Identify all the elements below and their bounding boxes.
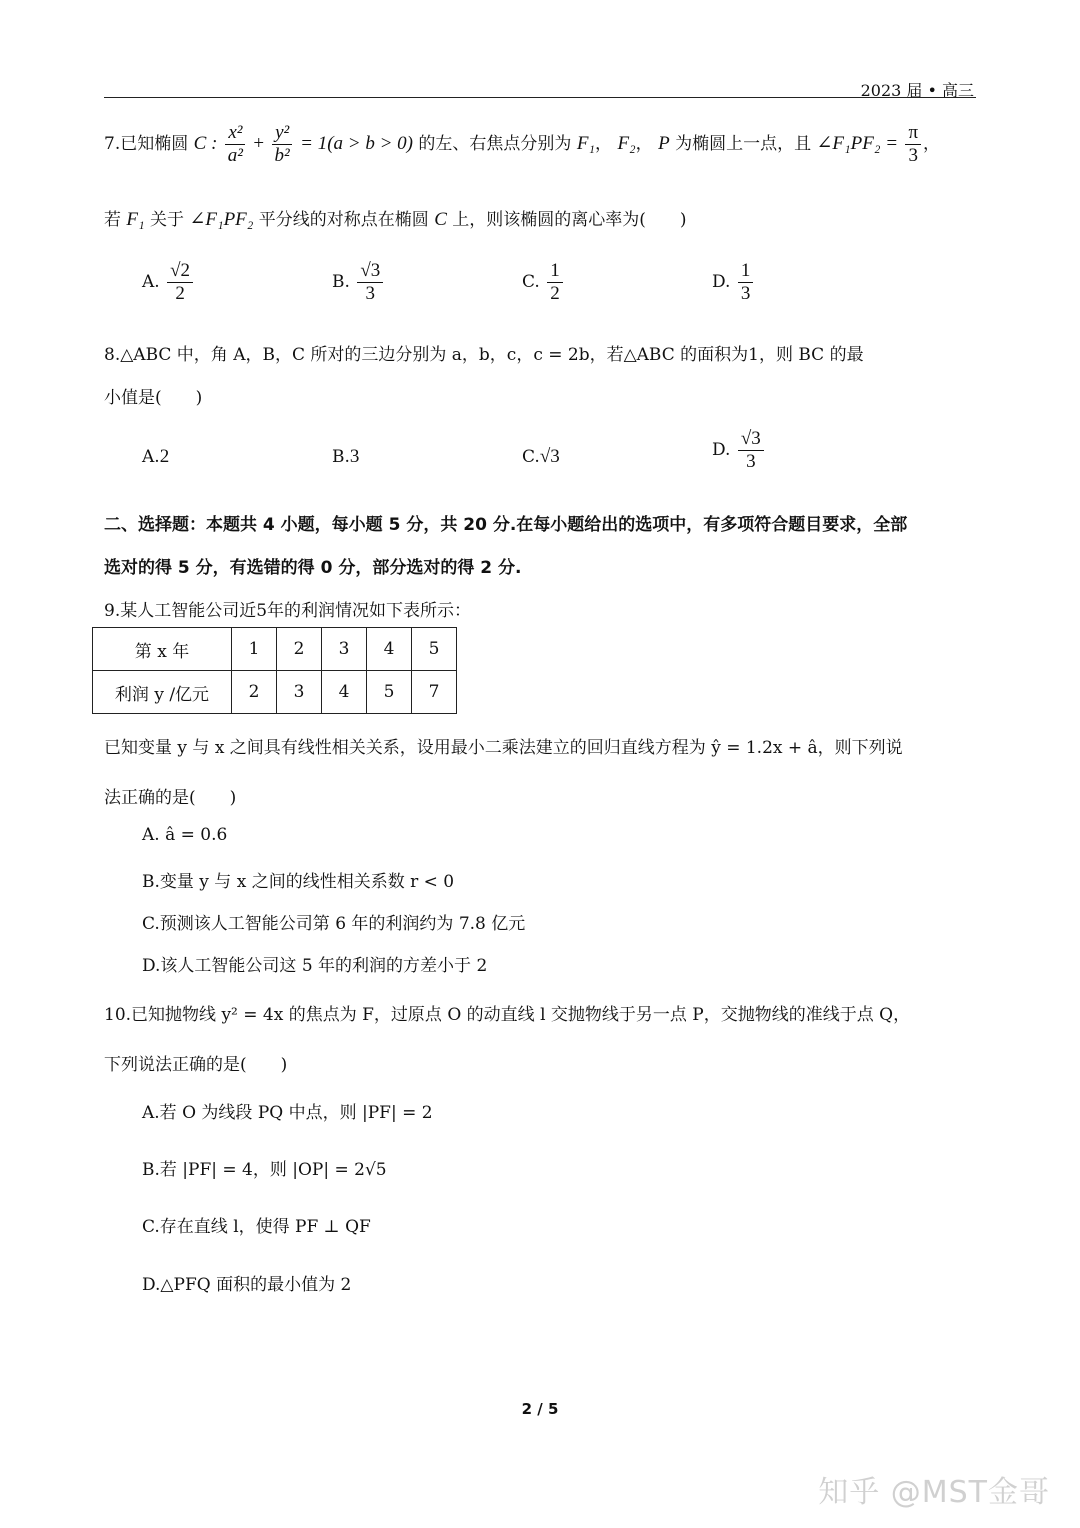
table-cell: 5: [367, 671, 412, 714]
q10-option-b: B.若 |PF| = 4，则 |OP| = 2√5: [142, 1160, 387, 1180]
q7-option-d-den: 3: [740, 283, 751, 304]
q7-option-a-den: 2: [175, 283, 185, 304]
q7-option-d-num: 1: [738, 260, 754, 283]
q7-end: ，: [923, 134, 941, 154]
q7-option-c: [522, 260, 565, 305]
q7-f2: F₂: [617, 133, 636, 154]
q9-line1: 已知变量 y 与 x 之间具有线性相关关系，设用最小二乘法建立的回归直线方程为 ŷ = 1.2x + â，则下列说: [104, 738, 903, 758]
q7-pi-num: π: [905, 122, 921, 145]
q8-option-c-value: √3: [539, 446, 560, 467]
q7-pi-den: 3: [908, 145, 918, 166]
q8-option-a: [142, 446, 169, 468]
q7-l2-C: C: [434, 209, 447, 230]
q7-line2: [104, 205, 687, 231]
q7-prefix: 7.已知椭圆: [104, 134, 189, 154]
header-label: 2023 届 • 高三: [860, 81, 974, 100]
q7-tail: 为椭圆上一点，且: [675, 134, 812, 154]
table-cell: 7: [412, 671, 457, 714]
q8-option-d-num: √3: [738, 428, 764, 451]
profit-table: [92, 627, 457, 714]
q7-sep: ，: [595, 134, 613, 154]
q8-option-d: [712, 428, 766, 473]
table-cell: 3: [322, 628, 367, 671]
table-cell: 1: [232, 628, 277, 671]
q7-option-b-frac: [357, 260, 383, 305]
q7-option-c-den: 2: [550, 283, 560, 304]
q7-frac2: [272, 122, 293, 167]
q9-option-b: B.变量 y 与 x 之间的线性相关系数 r < 0: [142, 872, 455, 892]
section2-line1: 二、选择题：本题共 4 小题，每小题 5 分，共 20 分.在每小题给出的选项中，有多项符合题目要求，全部: [104, 515, 908, 535]
table-cell: 3: [277, 671, 322, 714]
q7-eq-rhs: = 1(a > b > 0): [300, 133, 414, 154]
q8-option-d-label: D.: [712, 440, 731, 460]
section2-line2: 选对的得 5 分，有选错的得 0 分，部分选对的得 2 分.: [104, 558, 522, 578]
q9-intro: 9.某人工智能公司近5年的利润情况如下表所示：: [104, 601, 472, 621]
q8-line1: 8.△ABC 中，角 A，B，C 所对的三边分别为 a，b，c，c = 2b，若△ABC 的面积为1，则 BC 的最: [104, 345, 864, 365]
q7-angle: ∠F₁PF₂ =: [816, 133, 899, 154]
table-cell: 5: [412, 628, 457, 671]
q7-option-d-frac: [738, 260, 754, 305]
q7-l2-f1: F₁: [126, 209, 145, 230]
q8-option-c-label: C.: [522, 447, 540, 467]
q10-option-a: A.若 O 为线段 PQ 中点，则 |PF| = 2: [142, 1103, 433, 1123]
q7-option-a: [142, 260, 195, 305]
q7-line1: [104, 122, 940, 167]
q7-option-c-num: 1: [547, 260, 563, 283]
q10-option-d: D.△PFQ 面积的最小值为 2: [142, 1275, 352, 1295]
table-row: [93, 671, 457, 714]
q7-l2a: 若: [104, 210, 121, 230]
q8-option-a-label: A.: [142, 447, 160, 467]
table-cell: 2: [232, 671, 277, 714]
table-row-head-year: 第 x 年: [93, 628, 232, 671]
q9-option-c: C.预测该人工智能公司第 6 年的利润约为 7.8 亿元: [142, 914, 526, 934]
q8-option-b: [332, 446, 359, 468]
table-row: [93, 628, 457, 671]
q8-option-d-frac: [738, 428, 764, 473]
q7-option-c-label: C.: [522, 272, 540, 292]
q8-option-b-label: B.: [332, 447, 350, 467]
watermark: 知乎 @MST金哥: [818, 1475, 1050, 1510]
q7-eq-lhs: C :: [193, 133, 218, 154]
q8-line2: 小值是( ): [104, 388, 203, 408]
table-row-head-profit: 利润 y /亿元: [93, 671, 232, 714]
q10-option-c: C.存在直线 l，使得 PF ⊥ QF: [142, 1217, 371, 1237]
q7-option-d: [712, 260, 755, 305]
q7-l2d: 上，则该椭圆的离心率为( ): [452, 210, 687, 230]
table-cell: 4: [367, 628, 412, 671]
q7-p: P: [658, 133, 670, 154]
q7-option-a-label: A.: [142, 272, 160, 292]
q9-line2: 法正确的是( ): [104, 788, 237, 808]
q7-option-b-num: √3: [357, 260, 383, 283]
q7-mid: 的左、右焦点分别为: [418, 134, 572, 154]
q7-frac2-num: y²: [272, 122, 292, 145]
q7-l2b: 关于: [150, 210, 185, 230]
q10-line2: 下列说法正确的是( ): [104, 1055, 288, 1075]
q7-l2c: 平分线的对称点在椭圆: [258, 210, 429, 230]
q7-sep2: ，: [635, 134, 653, 154]
q10-line1: 10.已知抛物线 y² = 4x 的焦点为 F，过原点 O 的动直线 l 交抛物线于另一点 P，交抛物线的准线于点 Q，: [104, 1005, 911, 1025]
q7-plus: +: [253, 133, 265, 154]
q7-frac2-den: b²: [274, 145, 290, 166]
q7-frac1-den: a²: [227, 145, 243, 166]
q7-option-a-num: √2: [167, 260, 193, 283]
q7-option-b-label: B.: [332, 272, 350, 292]
q7-option-a-frac: [167, 260, 193, 305]
q8-option-d-den: 3: [746, 451, 756, 472]
q7-frac1: [225, 122, 246, 167]
table-cell: 2: [277, 628, 322, 671]
q7-option-b-den: 3: [365, 283, 376, 304]
q8-option-a-value: 2: [159, 446, 170, 467]
q7-pi-frac: [905, 122, 921, 167]
header-rule: [104, 97, 976, 98]
q7-option-b: [332, 260, 385, 305]
q9-option-a: A. â = 0.6: [142, 825, 228, 845]
q8-option-c: [522, 446, 560, 468]
q8-option-b-value: 3: [349, 446, 360, 467]
q7-l2-angle: ∠F₁PF₂: [189, 209, 254, 230]
table-cell: 4: [322, 671, 367, 714]
q7-frac1-num: x²: [225, 122, 245, 145]
q7-option-d-label: D.: [712, 272, 731, 292]
q7-f1: F₁: [576, 133, 596, 154]
q7-option-c-frac: [547, 260, 563, 305]
q9-option-d: D.该人工智能公司这 5 年的利润的方差小于 2: [142, 956, 488, 976]
page-number: 2 / 5: [521, 1400, 559, 1418]
